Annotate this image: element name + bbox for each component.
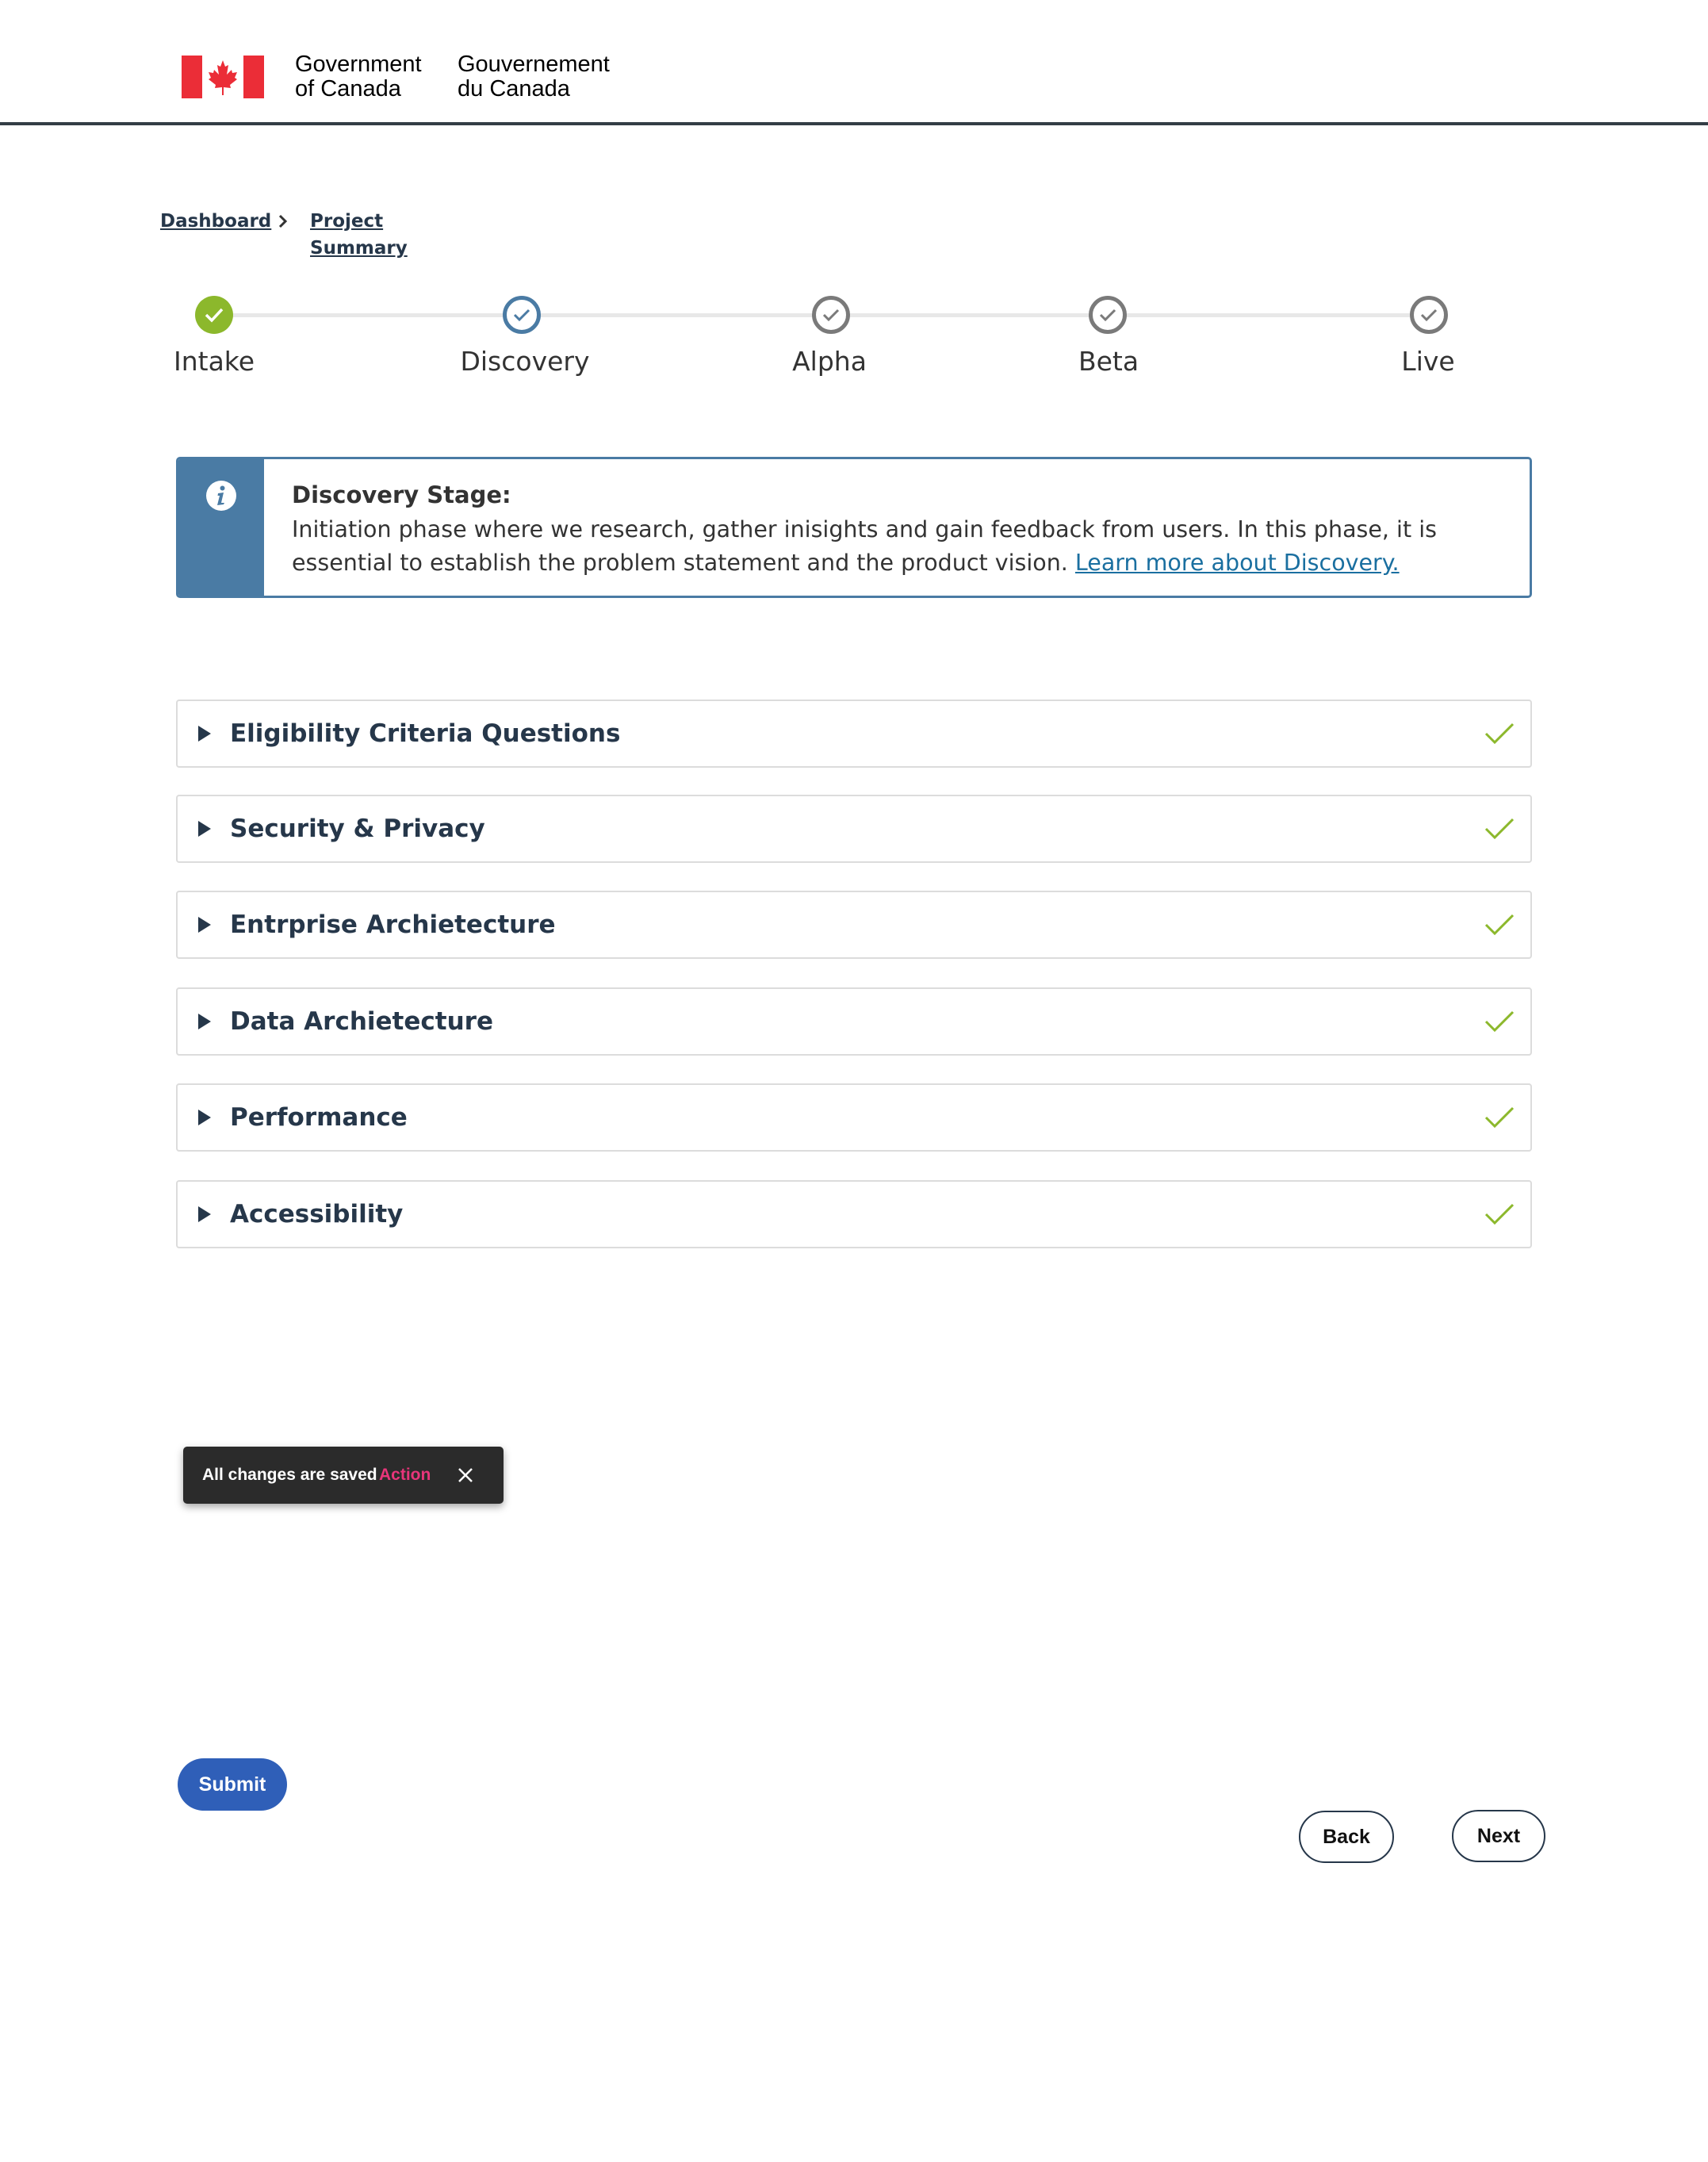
accordion-title: Data Archietecture — [230, 1007, 493, 1036]
check-icon — [1484, 913, 1515, 937]
accordion-title: Accessibility — [230, 1200, 404, 1229]
alert-body — [292, 513, 1513, 580]
gov-fr-line2: du Canada — [458, 76, 570, 102]
breadcrumb-project-line2: Summary — [310, 238, 408, 259]
accordion-title: Performance — [230, 1103, 408, 1132]
step-intake-complete-icon[interactable] — [195, 296, 233, 334]
step-label-discovery[interactable]: Discovery — [460, 346, 590, 377]
accordion-accessibility[interactable] — [176, 1180, 1532, 1248]
step-beta-icon[interactable] — [1089, 296, 1127, 334]
canada-flag-icon[interactable] — [182, 56, 264, 98]
accordion-enterprise-architecture[interactable] — [176, 891, 1532, 959]
gov-fr-line1: Gouvernement — [458, 52, 610, 77]
discovery-stage-alert — [176, 457, 1532, 598]
gov-en-line2: of Canada — [295, 76, 401, 102]
check-icon — [1484, 722, 1515, 746]
accordion-performance[interactable] — [176, 1083, 1532, 1152]
back-button[interactable]: Back — [1299, 1811, 1394, 1863]
alert-title: Discovery Stage: — [292, 481, 511, 508]
chevron-right-icon — [274, 213, 291, 230]
next-button[interactable]: Next — [1452, 1810, 1545, 1862]
check-icon — [1484, 1202, 1515, 1226]
caret-right-icon — [197, 1013, 213, 1030]
submit-button[interactable]: Submit — [178, 1758, 287, 1811]
caret-right-icon — [197, 725, 213, 742]
caret-right-icon — [197, 1206, 213, 1223]
step-label-intake[interactable]: Intake — [173, 346, 255, 377]
step-label-alpha[interactable]: Alpha — [792, 346, 867, 377]
snackbar-action-button[interactable]: Action — [379, 1466, 431, 1484]
saved-snackbar — [183, 1447, 504, 1504]
accordion-title: Security & Privacy — [230, 815, 485, 843]
learn-more-discovery-link[interactable]: Learn more about Discovery. — [1074, 550, 1400, 576]
step-live-icon[interactable] — [1410, 296, 1448, 334]
step-alpha-icon[interactable] — [812, 296, 850, 334]
gov-en-line1: Government — [295, 52, 422, 77]
government-of-canada-wordmark[interactable] — [295, 52, 422, 102]
site-header — [0, 0, 1708, 125]
breadcrumb-project-summary-link[interactable] — [310, 208, 408, 262]
accordion-eligibility-criteria[interactable] — [176, 700, 1532, 768]
step-label-beta[interactable]: Beta — [1078, 346, 1139, 377]
accordion-security-privacy[interactable] — [176, 795, 1532, 863]
check-icon — [1484, 1010, 1515, 1033]
snackbar-message: All changes are saved — [202, 1466, 377, 1484]
alert-body-text: Initiation phase where we research, gather inisights and gain feedback from users. In this phase, it is essential to establish the problem statement and the product vision. — [292, 516, 1437, 576]
step-discovery-current-icon[interactable] — [503, 296, 541, 334]
accordion-title: Eligibility Criteria Questions — [230, 719, 621, 748]
check-icon — [1484, 1106, 1515, 1129]
check-icon — [1484, 817, 1515, 841]
accordion-title: Entrprise Archietecture — [230, 910, 556, 939]
gouvernement-du-canada-wordmark[interactable] — [458, 52, 610, 102]
close-icon[interactable] — [456, 1466, 475, 1485]
breadcrumb-dashboard-link[interactable]: Dashboard — [160, 211, 272, 232]
accordion-data-architecture[interactable] — [176, 987, 1532, 1056]
caret-right-icon — [197, 820, 213, 838]
info-icon — [205, 480, 237, 512]
caret-right-icon — [197, 1109, 213, 1126]
step-label-live[interactable]: Live — [1401, 346, 1455, 377]
phase-stepper — [0, 293, 1708, 381]
breadcrumb-project-line1: Project — [310, 211, 384, 232]
caret-right-icon — [197, 916, 213, 933]
